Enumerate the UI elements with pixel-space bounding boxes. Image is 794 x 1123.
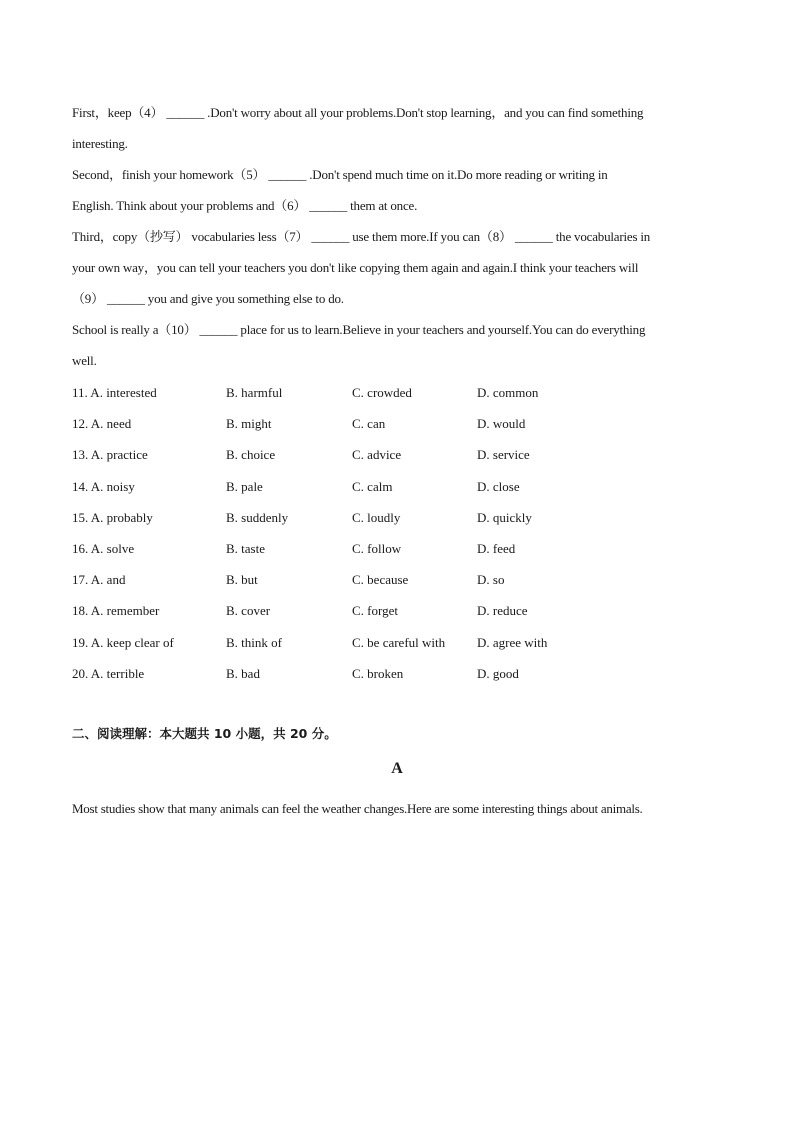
option-c: C. follow [352,540,402,556]
section-heading: 二、阅读理解：本大题共 10 小题，共 20 分。 [72,726,337,741]
option-d: D. would [477,416,526,432]
option-c: C. can [352,416,386,432]
option-a: 12. A. need [72,416,132,432]
option-d: D. close [477,478,520,494]
option-row [72,533,722,564]
option-b: B. taste [226,540,265,556]
option-d: D. reduce [477,603,528,619]
option-row [72,408,722,439]
option-c: C. broken [352,665,404,681]
option-d: D. feed [477,540,516,556]
option-b: B. pale [226,478,263,494]
option-row [72,439,722,470]
option-row [72,627,722,658]
passage-line: Third，copy（抄写） vocabularies less（7） ______ use them more.If you can（8） ______ the vocabularies in [72,229,651,244]
passage-line: interesting. [72,136,128,151]
passage-line: School is really a（10） ______ place for us to learn.Believe in your teachers and yourself.You can do everything [72,322,646,337]
option-c: C. loudly [352,509,401,525]
option-d: D. so [477,572,505,588]
passage-intro: Most studies show that many animals can feel the weather changes.Here are some interesting things about animals. [72,801,643,816]
option-c: C. forget [352,603,398,619]
passage-line: well. [72,353,97,368]
option-b: B. might [226,416,272,432]
option-d: D. agree with [477,634,548,650]
passage-line: （9） ______ you and give you something else to do. [72,291,344,306]
option-a: 11. A. interested [72,385,157,400]
option-row [72,658,722,689]
answer-options [72,377,722,689]
option-c: C. crowded [352,385,412,400]
option-a: 14. A. noisy [72,478,135,494]
option-c: C. because [352,572,409,588]
option-d: D. good [477,665,519,681]
option-b: B. harmful [226,385,283,400]
option-row [72,471,722,502]
option-a: 17. A. and [72,572,126,588]
option-a: 20. A. terrible [72,665,145,681]
option-row [72,502,722,533]
option-a: 15. A. probably [72,509,153,525]
option-b: B. think of [226,634,282,650]
option-d: D. common [477,385,539,400]
option-a: 19. A. keep clear of [72,634,174,650]
passage-line: your own way，you can tell your teachers you don't like copying them again and again.I think your teachers will [72,260,639,275]
option-d: D. service [477,447,530,463]
cloze-passage [72,97,722,376]
option-row [72,595,722,626]
option-c: C. calm [352,478,393,494]
option-b: B. suddenly [226,509,289,525]
option-a: 13. A. practice [72,447,148,463]
option-b: B. but [226,572,258,588]
option-d: D. quickly [477,509,532,525]
passage-line: Second，finish your homework（5） ______ .Don't spend much time on it.Do more reading or writing in [72,167,608,182]
option-c: C. be careful with [352,634,446,650]
option-row [72,564,722,595]
option-a: 18. A. remember [72,603,160,619]
option-b: B. choice [226,447,276,463]
option-b: B. cover [226,603,271,619]
option-c: C. advice [352,447,402,463]
passage-title: A [391,760,403,777]
option-b: B. bad [226,665,260,681]
passage-line: First，keep（4） ______ .Don't worry about all your problems.Don't stop learning，and you can find something [72,105,644,120]
option-row [72,377,722,408]
option-a: 16. A. solve [72,540,135,556]
passage-line: English. Think about your problems and（6） ______ them at once. [72,198,418,213]
